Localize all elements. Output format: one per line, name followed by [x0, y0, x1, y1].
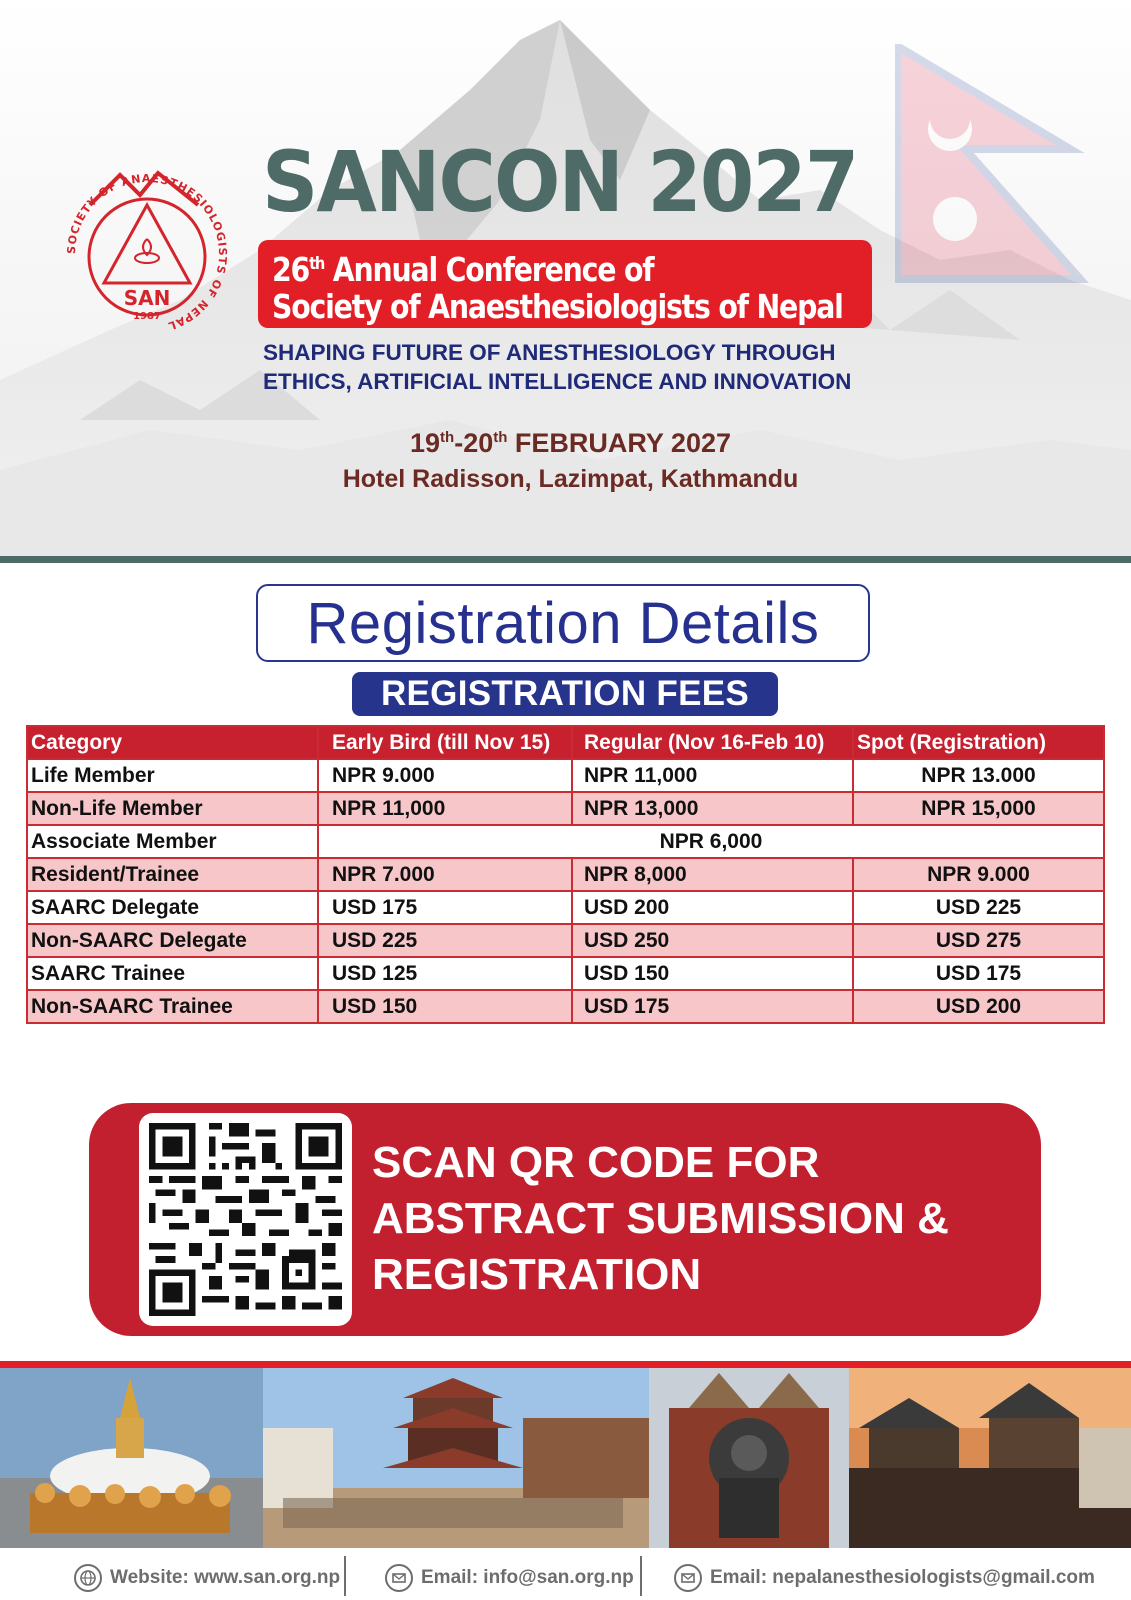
hero-divider	[0, 556, 1131, 563]
qr-line-2: ABSTRACT SUBMISSION &	[372, 1194, 949, 1243]
qr-banner	[89, 1103, 1041, 1336]
logo-ring-text: SOCIETY OF ANAESTHESIOLOGISTS OF NEPAL	[64, 171, 230, 333]
photo-strip-divider	[0, 1361, 1131, 1368]
category-cell: Non-SAARC Delegate	[27, 924, 318, 957]
qr-code-icon	[149, 1123, 342, 1316]
subtitle-line1: Annual Conference of	[324, 250, 654, 289]
spot-cell: NPR 13.000	[853, 759, 1104, 792]
column-header: Category	[27, 726, 318, 759]
early-cell: NPR 11,000	[318, 792, 572, 825]
table-row	[27, 990, 1104, 1023]
footer-separator	[344, 1556, 346, 1596]
regular-cell: NPR 11,000	[572, 759, 853, 792]
fees-table	[26, 725, 1105, 1024]
regular-cell: NPR 8,000	[572, 858, 853, 891]
website-text: Website: www.san.org.np	[110, 1567, 341, 1588]
logo-abbr: SAN	[123, 286, 171, 310]
category-cell: Life Member	[27, 759, 318, 792]
mail-icon	[385, 1564, 413, 1592]
category-cell: Associate Member	[27, 825, 318, 858]
venue: Hotel Radisson, Lazimpat, Kathmandu	[342, 465, 799, 493]
date-month: FEBRUARY 2027	[507, 428, 731, 458]
date-sup1: th	[440, 429, 455, 446]
table-row	[27, 858, 1104, 891]
all-periods-cell: NPR 6,000	[318, 825, 1104, 858]
spot-cell: USD 200	[853, 990, 1104, 1023]
page-title: SANCON 2027	[262, 133, 858, 231]
theme-line-1: SHAPING FUTURE OF ANESTHESIOLOGY THROUGH	[263, 340, 836, 365]
email-gmail-text: Email: nepalanesthesiologists@gmail.com	[710, 1567, 1095, 1588]
spot-cell: USD 175	[853, 957, 1104, 990]
regular-cell: NPR 13,000	[572, 792, 853, 825]
nepal-flag-watermark	[895, 44, 1095, 289]
table-row	[27, 924, 1104, 957]
conference-theme	[263, 338, 851, 396]
spot-cell: NPR 9.000	[853, 858, 1104, 891]
column-header: Regular (Nov 16-Feb 10)	[572, 726, 853, 759]
spot-cell: USD 275	[853, 924, 1104, 957]
early-cell: USD 175	[318, 891, 572, 924]
subtitle-num: 26	[272, 250, 310, 289]
column-header: Spot (Registration)	[853, 726, 1104, 759]
table-row	[27, 957, 1104, 990]
table-row	[27, 825, 1104, 858]
spot-cell: USD 225	[853, 891, 1104, 924]
regular-cell: USD 175	[572, 990, 853, 1023]
qr-line-3: REGISTRATION	[372, 1250, 702, 1299]
date-sup2: th	[493, 429, 508, 446]
registration-title: Registration Details	[256, 584, 870, 662]
category-cell: Non-SAARC Trainee	[27, 990, 318, 1023]
regular-cell: USD 250	[572, 924, 853, 957]
early-cell: USD 125	[318, 957, 572, 990]
qr-line-1: SCAN QR CODE FOR	[372, 1138, 820, 1187]
theme-line-2: ETHICS, ARTIFICIAL INTELLIGENCE AND INNOVATION	[263, 369, 852, 394]
email-link-gmail[interactable]	[674, 1564, 1095, 1592]
fees-heading: REGISTRATION FEES	[352, 672, 778, 716]
table-row	[27, 792, 1104, 825]
subtitle-box	[258, 240, 872, 328]
early-cell: NPR 9.000	[318, 759, 572, 792]
date-day2: -20	[454, 428, 494, 458]
regular-cell: USD 200	[572, 891, 853, 924]
san-logo	[58, 165, 236, 343]
photo-kal-bhairav	[649, 1368, 849, 1548]
qr-code[interactable]	[139, 1113, 352, 1326]
date-day1: 19	[409, 428, 441, 458]
subtitle	[272, 246, 843, 325]
category-cell: Resident/Trainee	[27, 858, 318, 891]
qr-instructions	[372, 1135, 949, 1303]
website-link[interactable]	[74, 1564, 340, 1592]
table-header-row	[27, 726, 1104, 759]
globe-icon	[74, 1564, 102, 1592]
footer	[0, 1556, 1131, 1600]
category-cell: Non-Life Member	[27, 792, 318, 825]
photo-strip	[0, 1368, 1131, 1548]
subtitle-sup: th	[309, 254, 325, 274]
category-cell: SAARC Trainee	[27, 957, 318, 990]
early-cell: USD 225	[318, 924, 572, 957]
email-info-text: Email: info@san.org.np	[421, 1567, 634, 1588]
category-cell: SAARC Delegate	[27, 891, 318, 924]
photo-boudhanath-stupa	[0, 1368, 263, 1548]
early-cell: USD 150	[318, 990, 572, 1023]
spot-cell: NPR 15,000	[853, 792, 1104, 825]
photo-pashupatinath	[849, 1368, 1131, 1548]
table-row	[27, 891, 1104, 924]
subtitle-line2: Society of Anaesthesiologists of Nepal	[272, 287, 843, 326]
photo-durbar-square	[263, 1368, 649, 1548]
early-cell: NPR 7.000	[318, 858, 572, 891]
regular-cell: USD 150	[572, 957, 853, 990]
mail-icon	[674, 1564, 702, 1592]
conference-dates	[0, 428, 1131, 459]
column-header: Early Bird (till Nov 15)	[318, 726, 572, 759]
table-row	[27, 759, 1104, 792]
logo-year: 1987	[133, 311, 161, 322]
email-link-info[interactable]	[385, 1564, 634, 1592]
hero-section	[0, 0, 1131, 560]
footer-separator	[640, 1556, 642, 1596]
